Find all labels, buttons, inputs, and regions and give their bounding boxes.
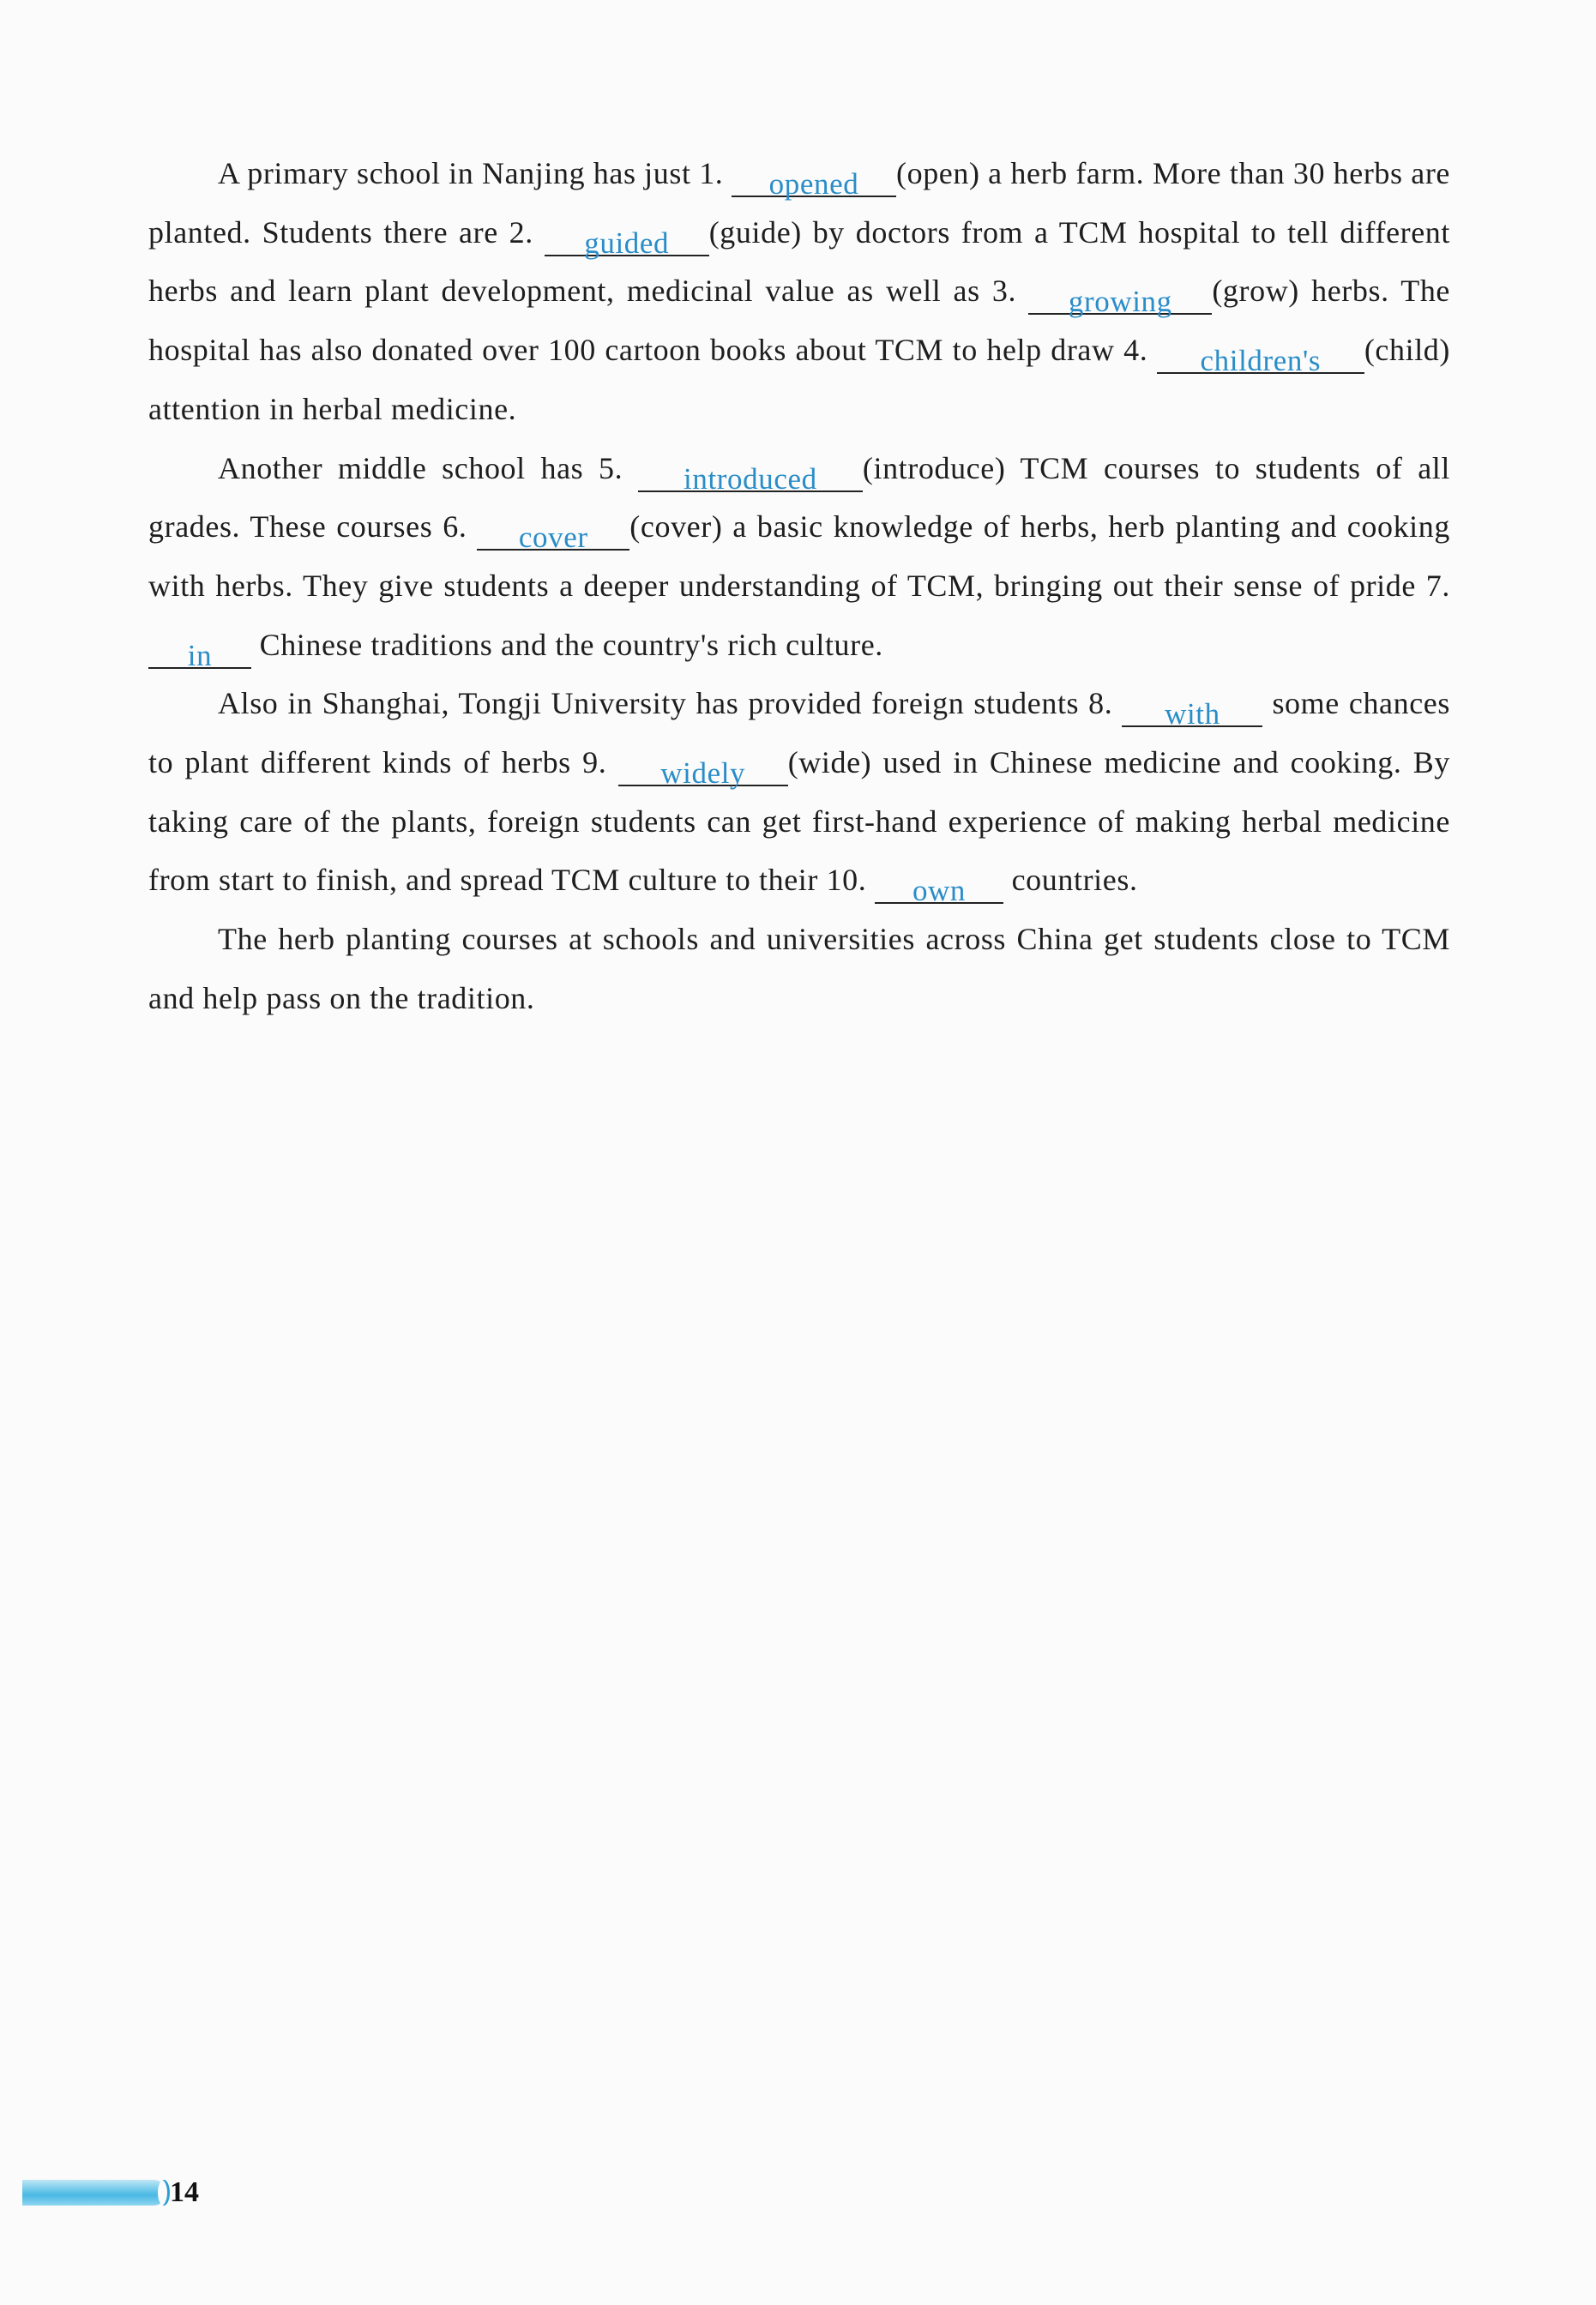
passage-text: (open) a herb farm. More than 30 herbs are planted. Students there are 2. <box>148 156 1450 250</box>
handwritten-answer: guided <box>584 226 670 260</box>
answer-blank <box>618 750 788 791</box>
answer-blank <box>638 456 863 496</box>
passage-text: (guide) by doctors from a TCM hospital to tell different herbs and learn plant development, medicinal value as well as 3. <box>148 214 1451 309</box>
passage-text: (grow) herbs. The hospital has also donated over 100 cartoon books about TCM to help draw 4. <box>148 274 1450 368</box>
passage-text: (child) attention in herbal medicine. <box>148 333 1450 426</box>
answer-blank <box>1122 691 1262 731</box>
paragraph <box>148 910 1450 1027</box>
passage-text: The herb planting courses at schools and universities across China get students close to TCM and help pass on the tradition. <box>148 922 1450 1015</box>
handwritten-answer: opened <box>768 167 859 201</box>
handwritten-answer: introduced <box>684 461 817 496</box>
passage-text: Also in Shanghai, Tongji University has provided foreign students 8. <box>218 686 1123 721</box>
paragraph <box>148 674 1450 910</box>
answer-blank <box>875 868 1003 908</box>
handwritten-answer: cover <box>518 521 588 555</box>
handwritten-answer: own <box>912 874 967 908</box>
passage <box>148 144 1450 1028</box>
answer-blank <box>148 633 251 672</box>
handwritten-answer: children's <box>1200 344 1322 378</box>
answer-blank <box>477 515 629 555</box>
handwritten-answer: in <box>187 638 213 672</box>
handwritten-answer: growing <box>1068 285 1172 319</box>
paragraph <box>148 144 1450 439</box>
answer-blank <box>1157 338 1364 378</box>
handwritten-answer: with <box>1165 697 1220 731</box>
passage-text: (cover) a basic knowledge of herbs, herb planting and cooking with herbs. They give students a deeper understanding of TCM, bringing out their sense of pride 7. <box>148 509 1450 603</box>
answer-blank <box>545 220 709 260</box>
answer-blank <box>732 161 896 201</box>
answer-blank <box>1028 279 1212 319</box>
passage-text: (introduce) TCM courses to students of all grades. These courses 6. <box>148 450 1450 545</box>
page-number: 14 <box>170 2176 199 2208</box>
passage-text: Another middle school has 5. <box>218 450 638 485</box>
passage-text: A primary school in Nanjing has just 1. <box>218 156 732 190</box>
passage-text: some chances to plant different kinds of herbs 9. <box>148 686 1450 780</box>
handwritten-answer: widely <box>660 756 746 791</box>
paragraph <box>148 439 1450 675</box>
passage-text: countries. <box>1003 863 1138 898</box>
page-number-tab <box>22 2180 166 2206</box>
passage-text: Chinese traditions and the country's rich culture. <box>251 627 883 662</box>
passage-text: (wide) used in Chinese medicine and cooking. By taking care of the plants, foreign students can get first-hand experience of making herbal medicine from start to finish, and spread TCM culture to their 10. <box>148 745 1450 898</box>
